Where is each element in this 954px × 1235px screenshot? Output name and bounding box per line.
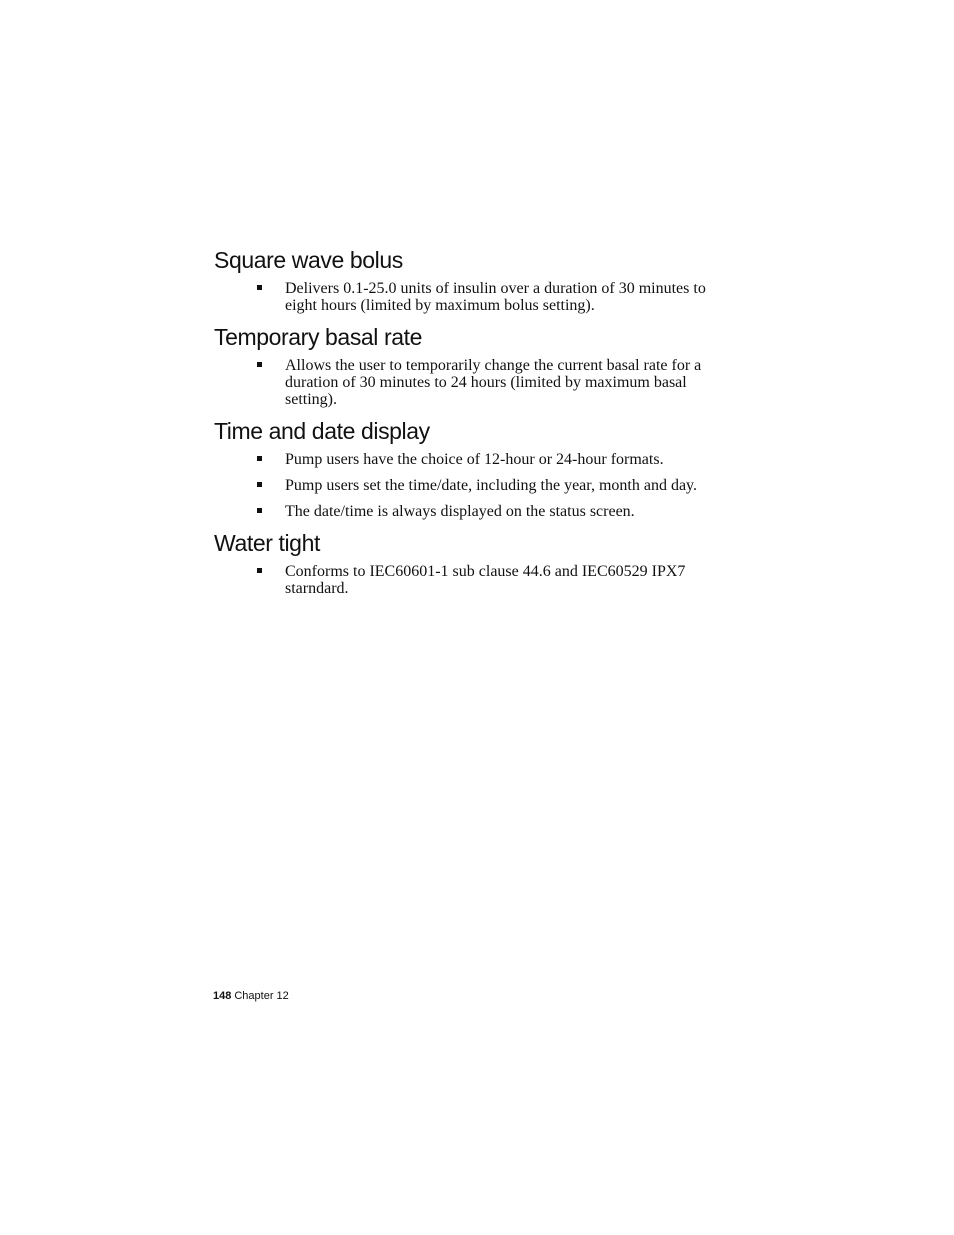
- section-time-and-date-display: [214, 417, 734, 520]
- section-temporary-basal-rate: [214, 323, 734, 408]
- list-item-text: Pump users have the choice of 12-hour or 24-hour formats.: [285, 451, 664, 468]
- list-item: [214, 357, 734, 408]
- chapter-label: Chapter 12: [234, 990, 289, 1002]
- square-bullet-icon: [257, 362, 262, 367]
- list-item-text: Conforms to IEC60601-1 sub clause 44.6 and IEC60529 IPX7 starndard.: [285, 563, 686, 597]
- square-bullet-icon: [257, 456, 262, 461]
- square-bullet-icon: [257, 568, 262, 573]
- bullet-list: [214, 451, 734, 520]
- bullet-list: [214, 563, 734, 597]
- square-bullet-icon: [257, 508, 262, 513]
- section-water-tight: [214, 529, 734, 597]
- page-number: 148: [213, 990, 232, 1002]
- list-item-text: Allows the user to temporarily change the current basal rate for a duration of 30 minutes to 24 hours (limited by maximum basal setting).: [285, 357, 702, 408]
- list-item-text: Pump users set the time/date, including the year, month and day.: [285, 477, 698, 494]
- bullet-list: [214, 280, 734, 314]
- square-bullet-icon: [257, 482, 262, 487]
- bullet-list: [214, 357, 734, 408]
- section-heading: Water tight: [214, 530, 320, 556]
- list-item: [214, 280, 734, 314]
- section-heading: Temporary basal rate: [214, 324, 423, 350]
- document-body: [214, 246, 734, 606]
- square-bullet-icon: [257, 285, 262, 290]
- list-item: [214, 451, 734, 468]
- section-square-wave-bolus: [214, 246, 734, 314]
- list-item-text: The date/time is always displayed on the status screen.: [285, 503, 635, 520]
- page-footer: [213, 990, 289, 1002]
- list-item: [214, 477, 734, 494]
- section-heading: Square wave bolus: [214, 247, 403, 273]
- section-heading: Time and date display: [214, 418, 430, 444]
- list-item: [214, 563, 734, 597]
- list-item-text: Delivers 0.1-25.0 units of insulin over a duration of 30 minutes to eight hours (limited by maximum bolus setting).: [285, 280, 706, 314]
- list-item: [214, 503, 734, 520]
